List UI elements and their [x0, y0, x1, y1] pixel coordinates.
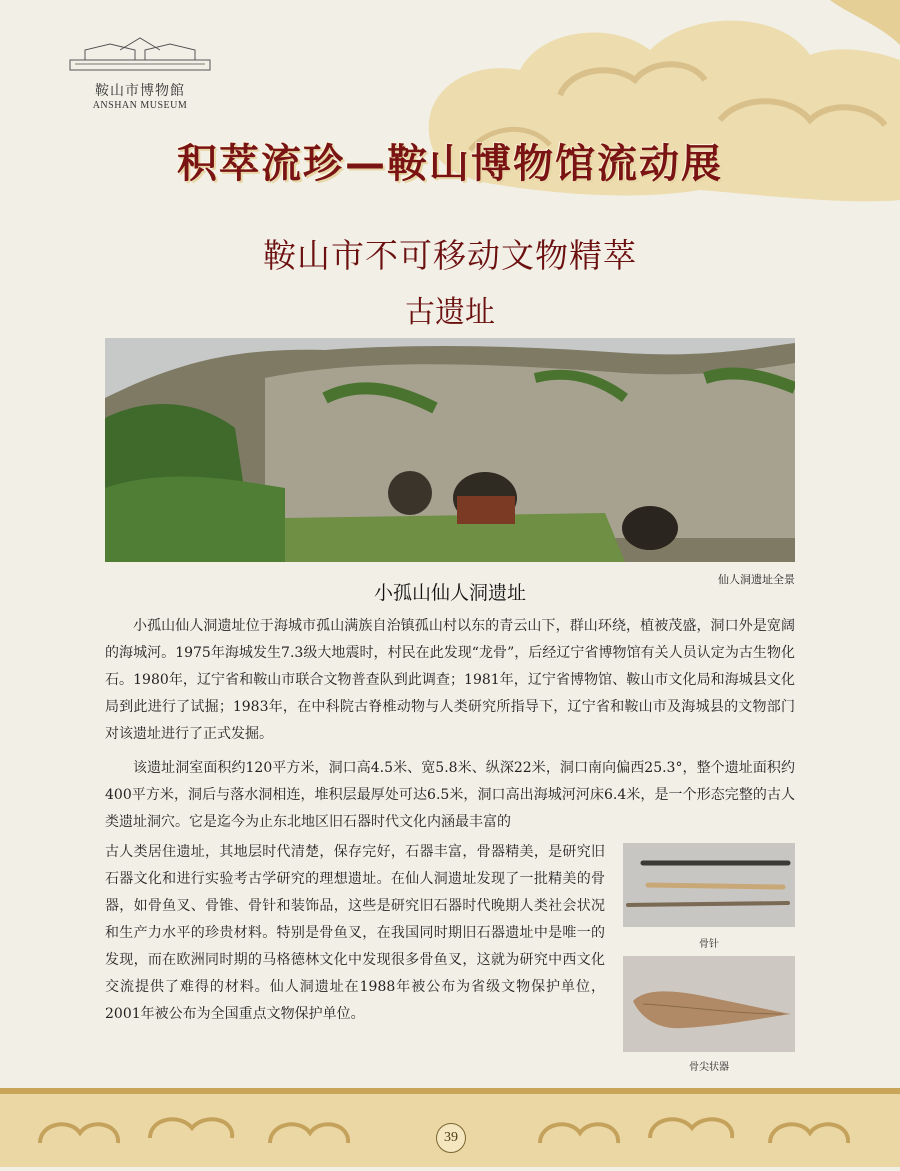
article-paragraph-2: 该遗址洞室面积约120平方米，洞口高4.5米、宽5.8米、纵深22米，洞口南向偏西25.3°，整个遗址面积约400平方米，洞后与落水洞相连，堆积层最厚处可达6.5米，洞口高出海城河河床6.4米，是一个形态完整的古人类遗址洞穴。它是迄今为止东北地区旧石器时代文化内涵最丰富的 [105, 760, 795, 830]
footer-top-line [0, 1088, 900, 1094]
category-title: 古遗址 [405, 295, 495, 330]
section-title: 鞍山市不可移动文物精萃 [263, 236, 637, 275]
logo-english-name: ANSHAN MUSEUM [92, 100, 188, 111]
photo-caption: 仙人洞遗址全景 [718, 573, 795, 586]
bone-point-caption: 骨尖状器 [689, 1062, 729, 1073]
logo-chinese-name: 鞍山市博物館 [95, 83, 185, 99]
article-paragraph-3: 古人类居住遗址，其地层时代清楚，保存完好，石器丰富，骨器精美，是研究旧石器文化和进行实验考古学研究的理想遗址。在仙人洞遗址发现了一批精美的骨器，如骨鱼叉、骨锥、骨针和装饰品，这些是研究旧石器时代晚期人类社会状况和生产力水平的珍贵材料。特别是骨鱼叉，在我国同时期旧石器遗址中是唯一的发现，而在欧洲同时期的马格德林文化中发现很多骨鱼叉，这就为研究中西文化交流提供了难得的材料。仙人洞遗址在1988年被公布为省级文物保护单位，2001年被公布为全国重点文物保护单位。 [105, 844, 605, 1022]
exhibition-title: 积萃流珍—鞍山博物馆流动展 [177, 141, 723, 187]
page-number: 39 [436, 1123, 466, 1153]
site-panorama-photo [105, 338, 795, 562]
bone-point-photo [623, 956, 795, 1052]
bone-needle-caption: 骨针 [699, 939, 719, 950]
bone-needle-photo [623, 843, 795, 927]
article-paragraph-1: 小孤山仙人洞遗址位于海城市孤山满族自治镇孤山村以东的青云山下，群山环绕，植被茂盛，洞口外是宽阔的海城河。1975年海城发生7.3级大地震时，村民在此发现“龙骨”，后经辽宁省博物馆有关人员认定为古生物化石。1980年，辽宁省和鞍山市联合文物普查队到此调查；1981年，辽宁省博物馆、鞍山市文化局和海城县文化局到此进行了试掘；1983年，在中科院古脊椎动物与人类研究所指导下，辽宁省和鞍山市及海城县的文物部门对该遗址进行了正式发掘。 [105, 618, 795, 742]
museum-logo [60, 34, 220, 111]
museum-building-icon [65, 34, 215, 74]
article-heading: 小孤山仙人洞遗址 [373, 582, 526, 604]
